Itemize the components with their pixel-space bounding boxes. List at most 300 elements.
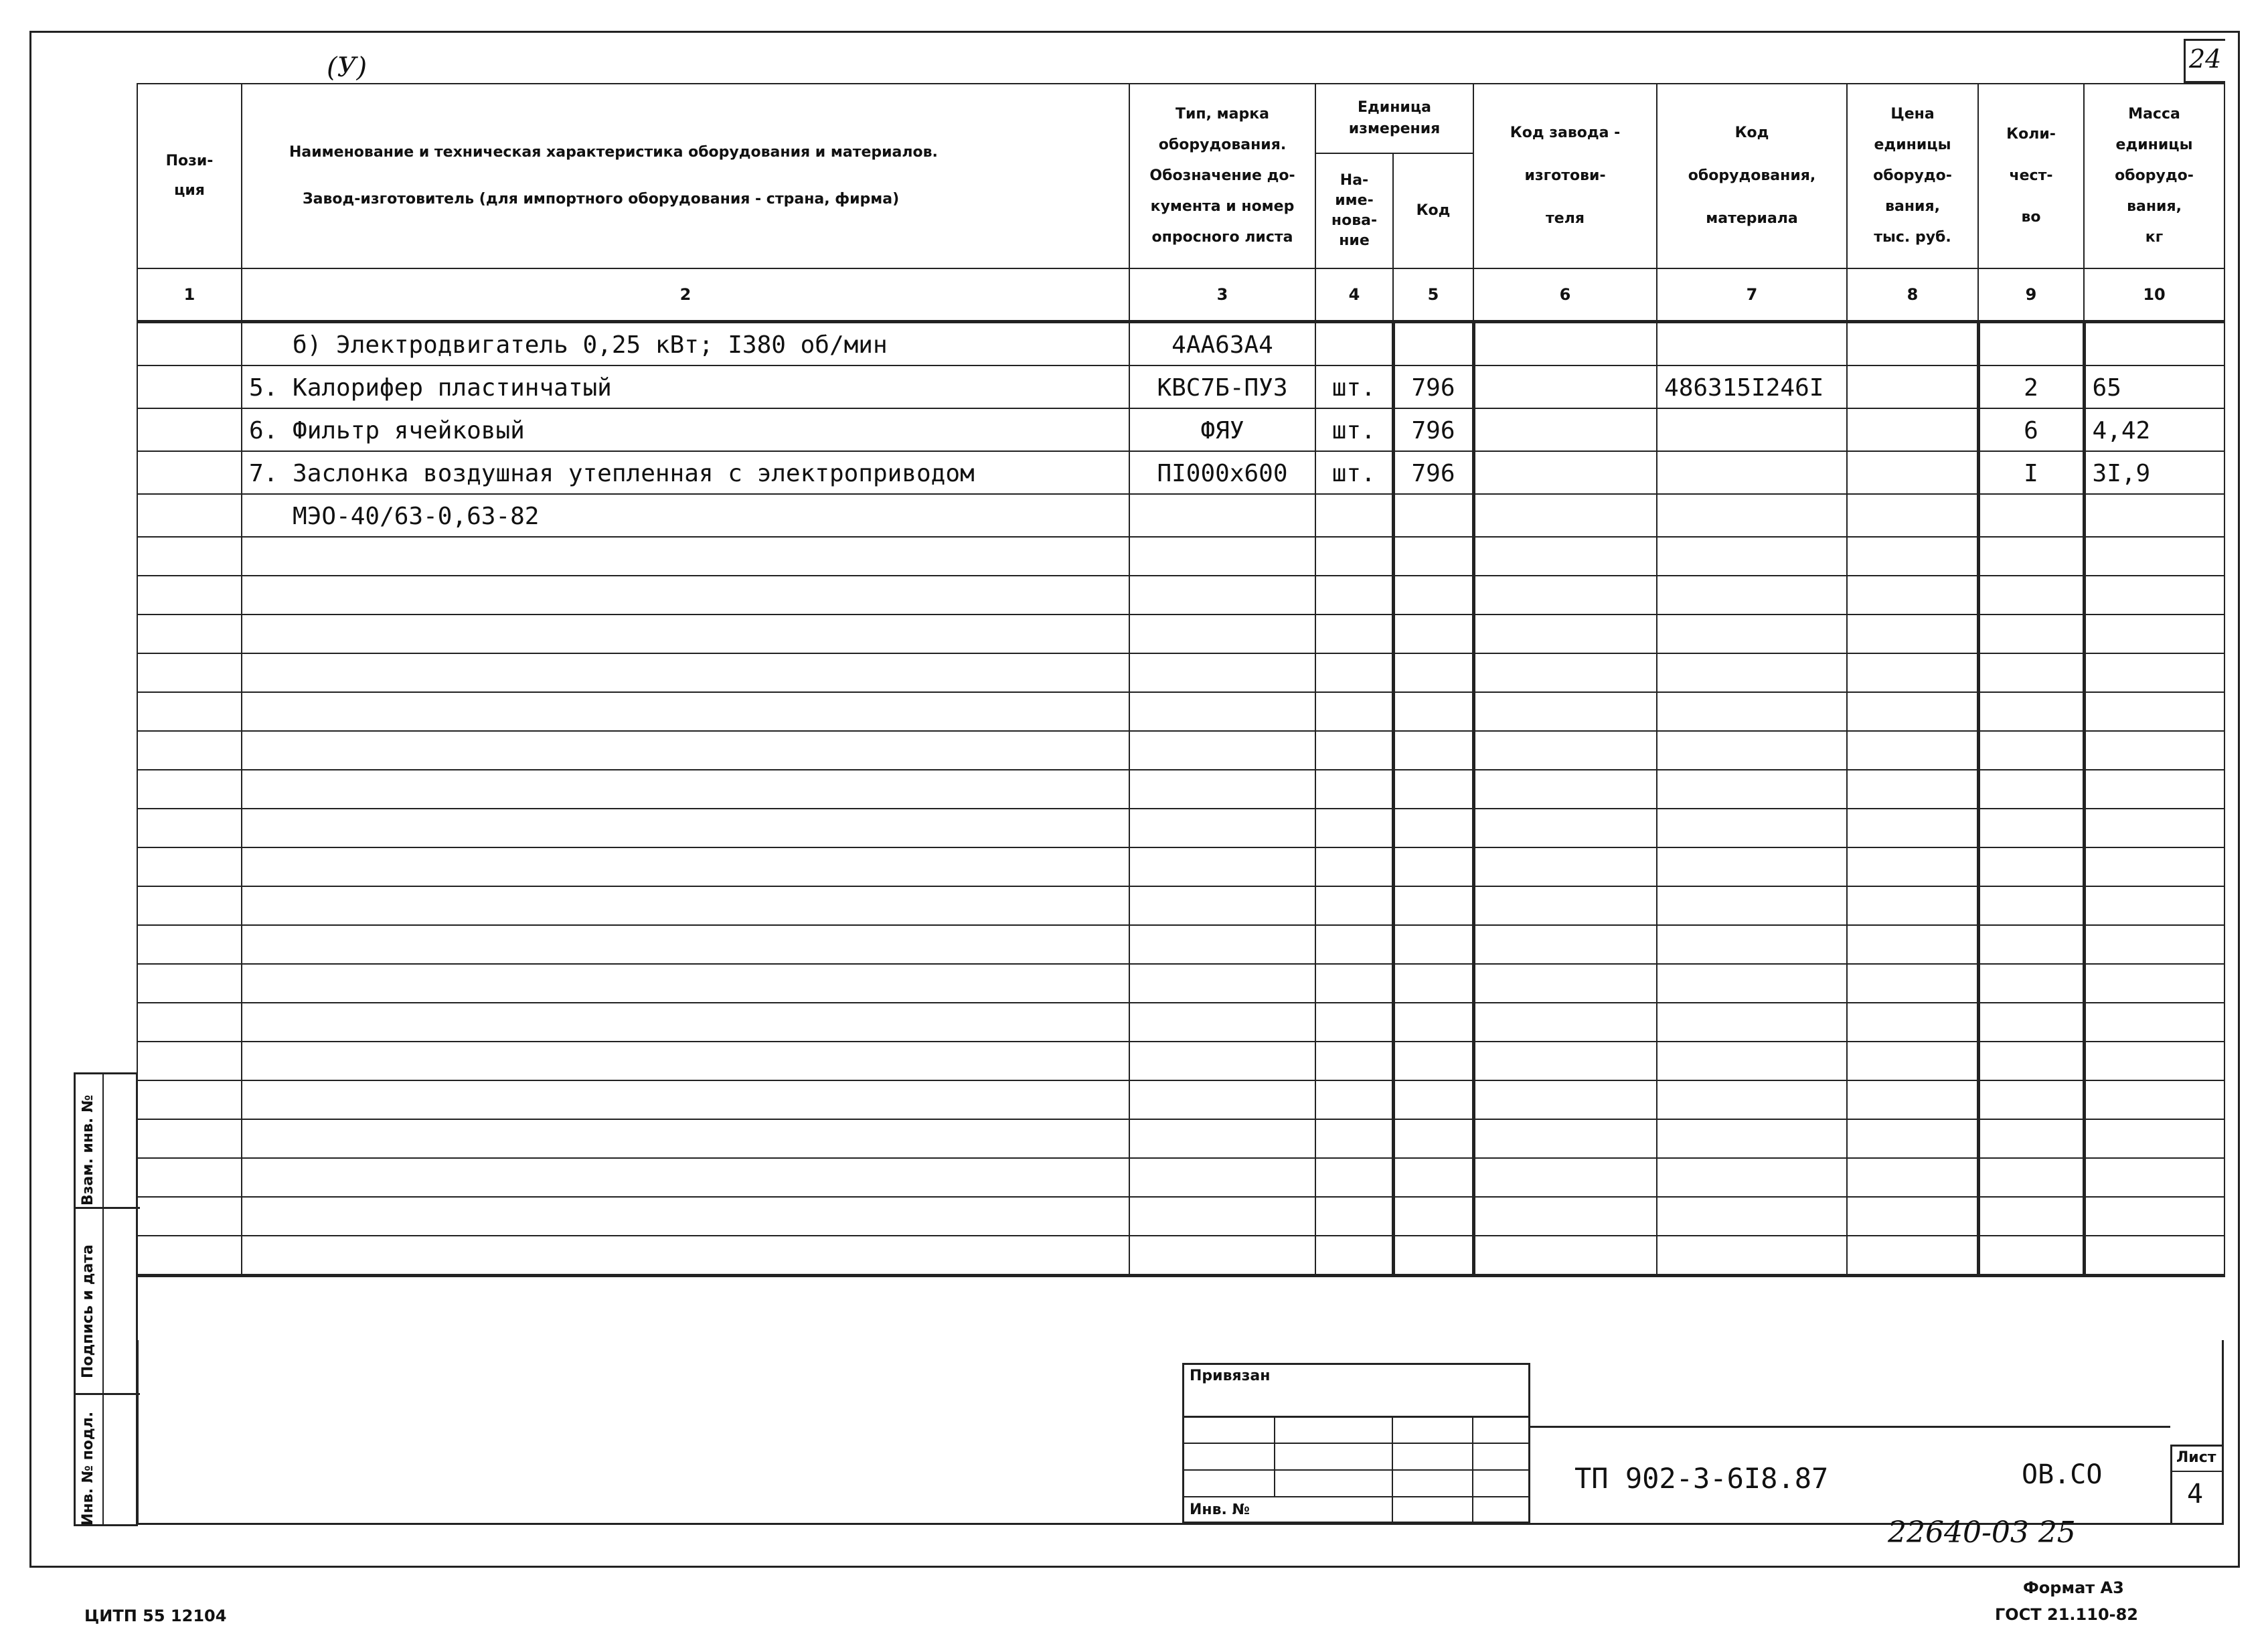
column-numbers-row bbox=[137, 268, 2224, 322]
header-name-line1: Наименование и техническая характеристика оборудования и материалов. bbox=[289, 144, 938, 161]
cell-maker bbox=[1473, 731, 1657, 770]
table-row bbox=[137, 615, 2224, 653]
cell-qty bbox=[1978, 1080, 2084, 1119]
cipt-label: ЦИТП 55 12104 bbox=[84, 1607, 227, 1625]
cell-equip bbox=[1657, 1197, 1847, 1236]
cell-type bbox=[1129, 615, 1315, 653]
binding-stamp bbox=[1182, 1363, 1530, 1524]
format-label: Формат А3 bbox=[2023, 1578, 2124, 1597]
cell-maker bbox=[1473, 576, 1657, 615]
cell-maker bbox=[1473, 886, 1657, 925]
cell-code bbox=[1393, 1119, 1473, 1158]
cell-mass bbox=[2084, 809, 2224, 847]
cell-name bbox=[242, 1197, 1129, 1236]
cell-unit bbox=[1315, 1080, 1393, 1119]
table-row bbox=[137, 964, 2224, 1003]
cell-price bbox=[1847, 809, 1978, 847]
column-number-5: 5 bbox=[1393, 268, 1473, 322]
cell-mass bbox=[2084, 731, 2224, 770]
cell-price bbox=[1847, 964, 1978, 1003]
cell-price bbox=[1847, 1236, 1978, 1276]
cell-pos bbox=[137, 322, 242, 366]
cell-name bbox=[242, 692, 1129, 731]
header-mass: Масса единицы оборудо- вания, кг bbox=[2084, 84, 2224, 268]
cell-equip bbox=[1657, 1042, 1847, 1080]
cell-code bbox=[1393, 964, 1473, 1003]
cell-mass bbox=[2084, 537, 2224, 576]
cell-name bbox=[242, 1158, 1129, 1197]
cell-equip bbox=[1657, 847, 1847, 886]
cell-price bbox=[1847, 886, 1978, 925]
cell-name bbox=[242, 964, 1129, 1003]
stamp-privyazan: Привязан bbox=[1190, 1368, 1271, 1384]
cell-qty bbox=[1978, 576, 2084, 615]
cell-maker bbox=[1473, 615, 1657, 653]
cell-qty: I bbox=[1978, 451, 2084, 494]
cell-name bbox=[242, 537, 1129, 576]
table-row bbox=[137, 322, 2224, 366]
document-code: ТП 902-3-6I8.87 bbox=[1574, 1462, 1829, 1495]
cell-maker bbox=[1473, 1003, 1657, 1042]
cell-qty bbox=[1978, 653, 2084, 692]
cell-code: 796 bbox=[1393, 408, 1473, 451]
side-margin-block bbox=[74, 1072, 138, 1526]
cell-unit bbox=[1315, 1158, 1393, 1197]
cell-code bbox=[1393, 692, 1473, 731]
cell-type bbox=[1129, 1236, 1315, 1276]
cell-mass bbox=[2084, 1080, 2224, 1119]
cell-mass bbox=[2084, 653, 2224, 692]
cell-pos bbox=[137, 886, 242, 925]
cell-type: ФЯУ bbox=[1129, 408, 1315, 451]
cell-pos bbox=[137, 1197, 242, 1236]
header-position: Пози- ция bbox=[137, 84, 242, 268]
cell-code bbox=[1393, 615, 1473, 653]
cell-code bbox=[1393, 1197, 1473, 1236]
top-mark: (У) bbox=[327, 52, 368, 83]
cell-price bbox=[1847, 770, 1978, 809]
cell-pos bbox=[137, 365, 242, 408]
cell-qty bbox=[1978, 925, 2084, 964]
table-row bbox=[137, 770, 2224, 809]
table-body bbox=[137, 322, 2224, 1276]
cell-equip bbox=[1657, 494, 1847, 537]
cell-equip bbox=[1657, 925, 1847, 964]
cell-name: 7. Заслонка воздушная утепленная с электроприводом bbox=[242, 451, 1129, 494]
cell-equip bbox=[1657, 886, 1847, 925]
cell-name bbox=[242, 731, 1129, 770]
cell-type: КВС7Б-ПУЗ bbox=[1129, 365, 1315, 408]
cell-qty: 6 bbox=[1978, 408, 2084, 451]
cell-qty bbox=[1978, 731, 2084, 770]
table-row bbox=[137, 1158, 2224, 1197]
cell-price bbox=[1847, 1158, 1978, 1197]
cell-mass bbox=[2084, 1158, 2224, 1197]
sheet-box-divider bbox=[2172, 1471, 2222, 1472]
cell-mass bbox=[2084, 1197, 2224, 1236]
table-row bbox=[137, 1042, 2224, 1080]
cell-qty bbox=[1978, 1158, 2084, 1197]
header-maker-code: Код завода - изготови- теля bbox=[1473, 84, 1657, 268]
cell-maker bbox=[1473, 1119, 1657, 1158]
cell-name bbox=[242, 1119, 1129, 1158]
cell-qty bbox=[1978, 692, 2084, 731]
cell-mass bbox=[2084, 1042, 2224, 1080]
cell-pos bbox=[137, 408, 242, 451]
cell-pos bbox=[137, 692, 242, 731]
cell-type bbox=[1129, 731, 1315, 770]
cell-name bbox=[242, 886, 1129, 925]
cell-maker bbox=[1473, 964, 1657, 1003]
cell-type bbox=[1129, 964, 1315, 1003]
cell-maker bbox=[1473, 847, 1657, 886]
cell-maker bbox=[1473, 537, 1657, 576]
cell-code bbox=[1393, 770, 1473, 809]
cell-qty bbox=[1978, 886, 2084, 925]
cell-maker bbox=[1473, 809, 1657, 847]
cell-pos bbox=[137, 1080, 242, 1119]
cell-equip bbox=[1657, 537, 1847, 576]
cell-type bbox=[1129, 1197, 1315, 1236]
table-row bbox=[137, 451, 2224, 494]
cell-unit bbox=[1315, 537, 1393, 576]
cell-type bbox=[1129, 1042, 1315, 1080]
sheet-corner-number: 24 bbox=[2189, 44, 2222, 74]
cell-mass bbox=[2084, 925, 2224, 964]
cell-name bbox=[242, 1042, 1129, 1080]
cell-code bbox=[1393, 809, 1473, 847]
stamp-line-3 bbox=[1184, 1469, 1528, 1471]
cell-price bbox=[1847, 925, 1978, 964]
cell-equip bbox=[1657, 576, 1847, 615]
stamp-vline-3 bbox=[1472, 1416, 1473, 1523]
cell-maker bbox=[1473, 1158, 1657, 1197]
cell-unit bbox=[1315, 1236, 1393, 1276]
stamp-inv-no: Инв. № bbox=[1190, 1501, 1250, 1518]
cell-unit bbox=[1315, 925, 1393, 964]
table-row bbox=[137, 494, 2224, 537]
column-number-9: 9 bbox=[1978, 268, 2084, 322]
cell-price bbox=[1847, 653, 1978, 692]
cell-mass: 3I,9 bbox=[2084, 451, 2224, 494]
cell-mass bbox=[2084, 964, 2224, 1003]
cell-price bbox=[1847, 1080, 1978, 1119]
stamp-line-2 bbox=[1184, 1443, 1528, 1444]
header-quantity: Коли- чест- во bbox=[1978, 84, 2084, 268]
header-name-line2: Завод-изготовитель (для импортного оборудования - страна, фирма) bbox=[303, 191, 900, 208]
cell-name bbox=[242, 1003, 1129, 1042]
cell-price bbox=[1847, 1197, 1978, 1236]
cell-mass bbox=[2084, 770, 2224, 809]
cell-code bbox=[1393, 653, 1473, 692]
cell-pos bbox=[137, 770, 242, 809]
cell-unit: шт. bbox=[1315, 408, 1393, 451]
cell-name: б) Электродвигатель 0,25 кВт; I380 об/мин bbox=[242, 322, 1129, 366]
cell-price bbox=[1847, 494, 1978, 537]
cell-type bbox=[1129, 537, 1315, 576]
cell-code: 796 bbox=[1393, 451, 1473, 494]
cell-maker bbox=[1473, 322, 1657, 366]
cell-type: 4АА63А4 bbox=[1129, 322, 1315, 366]
cell-equip bbox=[1657, 1158, 1847, 1197]
cell-code bbox=[1393, 576, 1473, 615]
column-number-4: 4 bbox=[1315, 268, 1393, 322]
column-number-1: 1 bbox=[137, 268, 242, 322]
side-divider-1 bbox=[76, 1207, 140, 1209]
cell-name bbox=[242, 770, 1129, 809]
cell-qty bbox=[1978, 322, 2084, 366]
cell-unit bbox=[1315, 1119, 1393, 1158]
cell-price bbox=[1847, 692, 1978, 731]
cell-price bbox=[1847, 731, 1978, 770]
cell-pos bbox=[137, 451, 242, 494]
cell-mass bbox=[2084, 322, 2224, 366]
cell-type bbox=[1129, 653, 1315, 692]
cell-unit bbox=[1315, 731, 1393, 770]
cell-equip bbox=[1657, 451, 1847, 494]
cell-maker bbox=[1473, 692, 1657, 731]
sheet-number: 4 bbox=[2187, 1479, 2204, 1509]
cell-code bbox=[1393, 537, 1473, 576]
cell-code bbox=[1393, 1080, 1473, 1119]
cell-mass bbox=[2084, 692, 2224, 731]
table-row bbox=[137, 886, 2224, 925]
header-unit-group: Единица измерения bbox=[1315, 84, 1473, 153]
cell-code bbox=[1393, 731, 1473, 770]
cell-name bbox=[242, 925, 1129, 964]
specification-table bbox=[137, 83, 2224, 1277]
cell-name bbox=[242, 1236, 1129, 1276]
sheet-label: Лист bbox=[2176, 1449, 2216, 1466]
cell-price bbox=[1847, 408, 1978, 451]
cell-code bbox=[1393, 1236, 1473, 1276]
side-label-inv-podl: Инв. № подл. bbox=[80, 1411, 96, 1526]
table-row bbox=[137, 1197, 2224, 1236]
cell-pos bbox=[137, 615, 242, 653]
cell-unit bbox=[1315, 964, 1393, 1003]
cell-pos bbox=[137, 1236, 242, 1276]
cell-unit bbox=[1315, 322, 1393, 366]
cell-pos bbox=[137, 809, 242, 847]
cell-qty bbox=[1978, 1197, 2084, 1236]
cell-qty bbox=[1978, 1042, 2084, 1080]
cell-equip bbox=[1657, 770, 1847, 809]
table-row bbox=[137, 408, 2224, 451]
cell-mass: 4,42 bbox=[2084, 408, 2224, 451]
handwritten-number: 22640-03 25 bbox=[1888, 1516, 2076, 1550]
cell-name: 6. Фильтр ячейковый bbox=[242, 408, 1129, 451]
cell-unit bbox=[1315, 1042, 1393, 1080]
cell-maker bbox=[1473, 408, 1657, 451]
cell-equip bbox=[1657, 653, 1847, 692]
cell-pos bbox=[137, 653, 242, 692]
cell-code bbox=[1393, 925, 1473, 964]
cell-mass bbox=[2084, 494, 2224, 537]
cell-price bbox=[1847, 451, 1978, 494]
header-type: Тип, марка оборудования. Обозначение до- кумента и номер опросного листа bbox=[1129, 84, 1315, 268]
cell-price bbox=[1847, 537, 1978, 576]
cell-equip bbox=[1657, 322, 1847, 366]
cell-name bbox=[242, 809, 1129, 847]
cell-price bbox=[1847, 615, 1978, 653]
cell-qty bbox=[1978, 847, 2084, 886]
table-row bbox=[137, 692, 2224, 731]
cell-qty bbox=[1978, 770, 2084, 809]
cell-type bbox=[1129, 1080, 1315, 1119]
cell-pos bbox=[137, 576, 242, 615]
cell-maker bbox=[1473, 1197, 1657, 1236]
cell-price bbox=[1847, 576, 1978, 615]
cell-unit bbox=[1315, 494, 1393, 537]
cell-mass bbox=[2084, 576, 2224, 615]
header-price: Цена единицы оборудо- вания, тыс. руб. bbox=[1847, 84, 1978, 268]
stamp-vline-2 bbox=[1392, 1416, 1393, 1523]
cell-qty: 2 bbox=[1978, 365, 2084, 408]
cell-name bbox=[242, 576, 1129, 615]
cell-type bbox=[1129, 1119, 1315, 1158]
cell-mass bbox=[2084, 615, 2224, 653]
cell-unit bbox=[1315, 770, 1393, 809]
cell-price bbox=[1847, 1119, 1978, 1158]
table-row bbox=[137, 809, 2224, 847]
cell-qty bbox=[1978, 537, 2084, 576]
cell-type bbox=[1129, 692, 1315, 731]
side-column-divider bbox=[102, 1074, 104, 1524]
cell-equip bbox=[1657, 809, 1847, 847]
cell-code: 796 bbox=[1393, 365, 1473, 408]
cell-name: 5. Калорифер пластинчатый bbox=[242, 365, 1129, 408]
cell-code bbox=[1393, 886, 1473, 925]
cell-equip bbox=[1657, 408, 1847, 451]
stamp-line-1 bbox=[1184, 1416, 1528, 1418]
column-number-8: 8 bbox=[1847, 268, 1978, 322]
sheet-box bbox=[2170, 1445, 2224, 1525]
cell-type bbox=[1129, 809, 1315, 847]
cell-maker bbox=[1473, 1042, 1657, 1080]
cell-unit: шт. bbox=[1315, 365, 1393, 408]
cell-qty bbox=[1978, 809, 2084, 847]
header-unit-name: На- име- нова- ние bbox=[1315, 153, 1393, 268]
cell-type bbox=[1129, 1003, 1315, 1042]
gost-label: ГОСТ 21.110-82 bbox=[1995, 1605, 2139, 1624]
cell-name bbox=[242, 847, 1129, 886]
cell-maker bbox=[1473, 494, 1657, 537]
cell-unit bbox=[1315, 692, 1393, 731]
cell-maker bbox=[1473, 770, 1657, 809]
cell-pos bbox=[137, 1119, 242, 1158]
column-number-3: 3 bbox=[1129, 268, 1315, 322]
column-number-2: 2 bbox=[242, 268, 1129, 322]
cell-qty bbox=[1978, 615, 2084, 653]
cell-qty bbox=[1978, 494, 2084, 537]
cell-unit: шт. bbox=[1315, 451, 1393, 494]
cell-type bbox=[1129, 494, 1315, 537]
header-name bbox=[242, 84, 1129, 268]
cell-name bbox=[242, 1080, 1129, 1119]
cell-pos bbox=[137, 1003, 242, 1042]
cell-pos bbox=[137, 964, 242, 1003]
header-equipment-code: Код оборудования, материала bbox=[1657, 84, 1847, 268]
table-row bbox=[137, 731, 2224, 770]
cell-code bbox=[1393, 1003, 1473, 1042]
table-row bbox=[137, 847, 2224, 886]
cell-price bbox=[1847, 847, 1978, 886]
cell-mass bbox=[2084, 1119, 2224, 1158]
cell-unit bbox=[1315, 653, 1393, 692]
cell-price bbox=[1847, 322, 1978, 366]
cell-type bbox=[1129, 770, 1315, 809]
cell-code bbox=[1393, 1158, 1473, 1197]
cell-code bbox=[1393, 322, 1473, 366]
table-row bbox=[137, 537, 2224, 576]
cell-unit bbox=[1315, 847, 1393, 886]
table-row bbox=[137, 653, 2224, 692]
cell-pos bbox=[137, 925, 242, 964]
stamp-extension-line bbox=[1529, 1426, 2170, 1428]
cell-name: МЭО-40/63-0,63-82 bbox=[242, 494, 1129, 537]
cell-code bbox=[1393, 1042, 1473, 1080]
cell-price bbox=[1847, 1003, 1978, 1042]
cell-qty bbox=[1978, 1119, 2084, 1158]
side-label-podpis: Подпись и дата bbox=[80, 1244, 96, 1378]
cell-pos bbox=[137, 1042, 242, 1080]
document-suffix: ОВ.СО bbox=[2022, 1459, 2103, 1490]
table-row bbox=[137, 1119, 2224, 1158]
cell-unit bbox=[1315, 1197, 1393, 1236]
table-row bbox=[137, 1236, 2224, 1276]
footer-frame bbox=[137, 1340, 2224, 1525]
cell-equip: 486315I246I bbox=[1657, 365, 1847, 408]
table-row bbox=[137, 1003, 2224, 1042]
cell-maker bbox=[1473, 1080, 1657, 1119]
cell-type bbox=[1129, 886, 1315, 925]
side-label-vzam: Взам. инв. № bbox=[80, 1094, 96, 1206]
cell-equip bbox=[1657, 1003, 1847, 1042]
cell-mass bbox=[2084, 1003, 2224, 1042]
cell-equip bbox=[1657, 1080, 1847, 1119]
cell-maker bbox=[1473, 653, 1657, 692]
cell-type: ПI000х600 bbox=[1129, 451, 1315, 494]
column-number-6: 6 bbox=[1473, 268, 1657, 322]
cell-maker bbox=[1473, 365, 1657, 408]
cell-unit bbox=[1315, 809, 1393, 847]
cell-equip bbox=[1657, 964, 1847, 1003]
cell-name bbox=[242, 653, 1129, 692]
cell-price bbox=[1847, 365, 1978, 408]
column-number-7: 7 bbox=[1657, 268, 1847, 322]
cell-equip bbox=[1657, 731, 1847, 770]
cell-equip bbox=[1657, 1119, 1847, 1158]
cell-equip bbox=[1657, 1236, 1847, 1276]
cell-type bbox=[1129, 1158, 1315, 1197]
cell-code bbox=[1393, 494, 1473, 537]
cell-mass bbox=[2084, 1236, 2224, 1276]
table-row bbox=[137, 576, 2224, 615]
cell-qty bbox=[1978, 1236, 2084, 1276]
cell-unit bbox=[1315, 615, 1393, 653]
side-divider-2 bbox=[76, 1393, 140, 1395]
cell-mass bbox=[2084, 886, 2224, 925]
cell-pos bbox=[137, 537, 242, 576]
column-number-10: 10 bbox=[2084, 268, 2224, 322]
cell-price bbox=[1847, 1042, 1978, 1080]
table-row bbox=[137, 1080, 2224, 1119]
cell-equip bbox=[1657, 615, 1847, 653]
table-row bbox=[137, 925, 2224, 964]
table-row bbox=[137, 365, 2224, 408]
cell-unit bbox=[1315, 886, 1393, 925]
cell-qty bbox=[1978, 964, 2084, 1003]
